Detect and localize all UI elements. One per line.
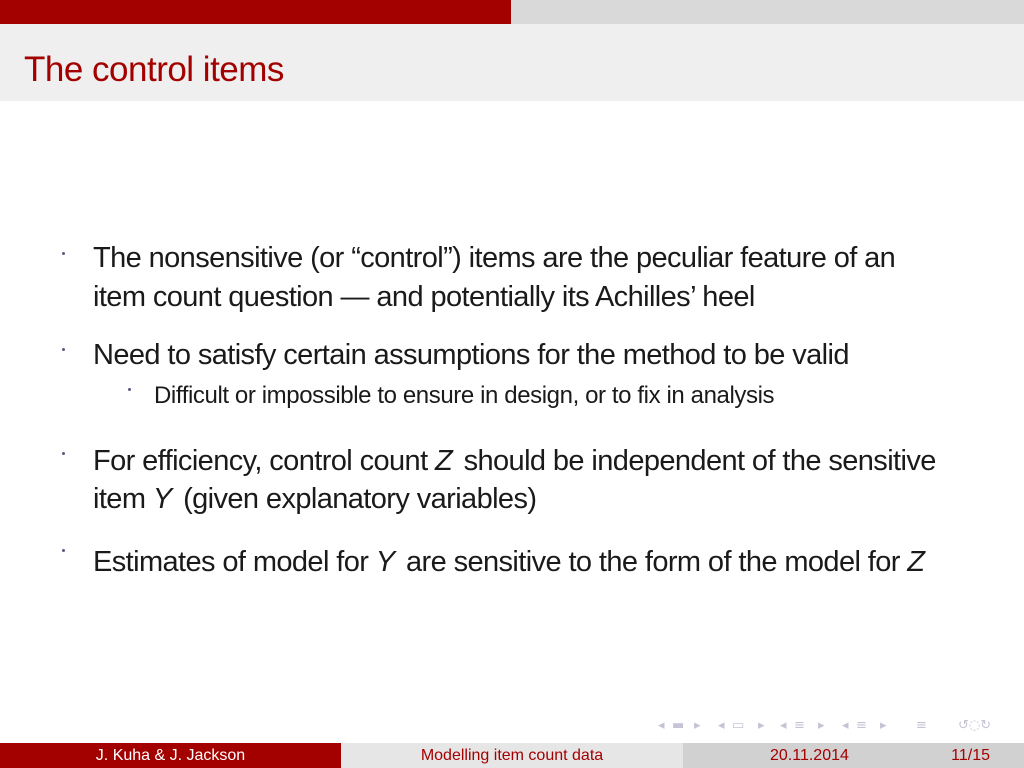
bullet-3-text-c: item (93, 483, 146, 515)
bullet-2-line-1: Need to satisfy certain assumptions for the method to be valid (93, 339, 849, 371)
sub-bullet-icon (128, 388, 131, 391)
variable-z: Z (907, 546, 925, 578)
bullet-4-line-1 (93, 543, 928, 582)
bullet-icon (62, 252, 65, 255)
variable-y: Y (152, 483, 172, 515)
subsection-icon: ≡ (794, 718, 805, 733)
bullet-1-line-1: The nonsensitive (or “control”) items are the peculiar feature of an (93, 242, 896, 274)
prev-section-icon[interactable]: ◂ (842, 718, 849, 733)
bullet-1-line-2: item count question — and potentially its Achilles’ heel (93, 281, 755, 313)
bullet-2-sub-item: Difficult or impossible to ensure in design, or to fix in analysis (154, 382, 775, 409)
prev-subsection-icon[interactable]: ◂ (780, 718, 787, 733)
bullet-3-text-d: (given explanatory variables) (183, 483, 537, 515)
next-subsection-icon[interactable]: ▸ (818, 718, 825, 733)
bullet-icon (62, 549, 65, 552)
prev-frame-icon[interactable]: ◂ (718, 718, 725, 733)
bullet-3-line-2 (93, 480, 536, 519)
slide-icon: ▬ (672, 718, 685, 733)
bullet-4-text-a: Estimates of model for (93, 546, 369, 578)
footer-date: 20.11.2014 (770, 747, 849, 764)
slide-title: The control items (24, 50, 284, 89)
bullet-3-text-b: should be independent of the sensitive (463, 445, 936, 477)
variable-z: Z (435, 445, 453, 477)
next-section-icon[interactable]: ▸ (880, 718, 887, 733)
bullet-3-text-a: For efficiency, control count (93, 445, 428, 477)
header-progress-track (511, 0, 1024, 24)
bullet-4-text-b: are sensitive to the form of the model for (406, 546, 900, 578)
align-icon[interactable]: ≡ (916, 718, 927, 733)
next-frame-icon[interactable]: ▸ (758, 718, 765, 733)
footer-author: J. Kuha & J. Jackson (0, 743, 341, 768)
page-number: 11/15 (951, 747, 990, 764)
variable-y: Y (375, 546, 395, 578)
footer-date-section (683, 743, 1024, 768)
footer-title: Modelling item count data (341, 743, 683, 768)
footer (0, 743, 1024, 768)
bullet-icon (62, 452, 65, 455)
frame-icon: ▭ (732, 718, 745, 733)
prev-slide-icon[interactable]: ◂ (658, 718, 665, 733)
search-icon[interactable]: ↺◌↻ (958, 718, 992, 733)
bullet-icon (62, 348, 65, 351)
next-slide-icon[interactable]: ▸ (694, 718, 701, 733)
section-icon: ≡ (856, 718, 867, 733)
header-progress-bar (0, 0, 511, 24)
bullet-3-line-1 (93, 442, 936, 481)
